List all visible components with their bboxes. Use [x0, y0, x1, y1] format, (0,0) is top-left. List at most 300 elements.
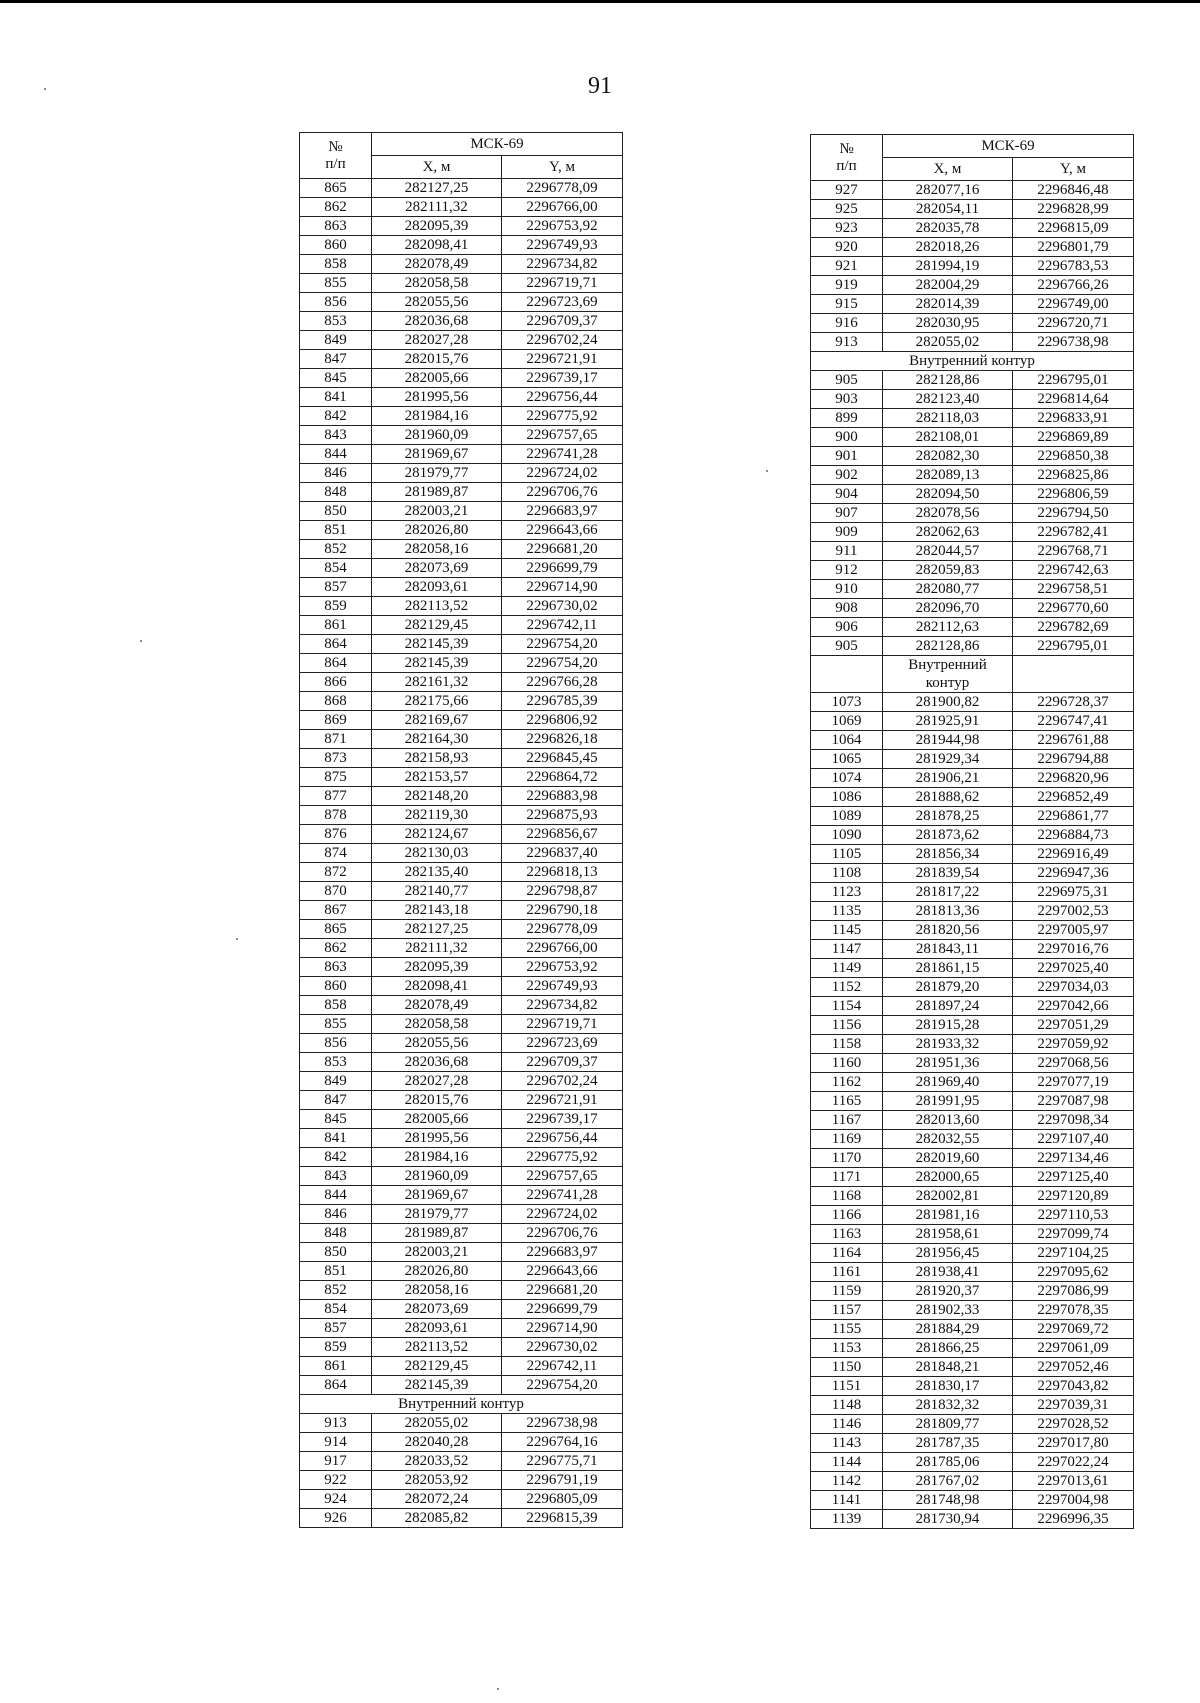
cell-x: 282058,16 — [372, 1281, 502, 1300]
cell-x: 282018,26 — [883, 238, 1013, 257]
cell-point-number: 1162 — [811, 1073, 883, 1092]
cell-x: 282015,76 — [372, 1091, 502, 1110]
cell-x: 282145,39 — [372, 654, 502, 673]
cell-x: 282073,69 — [372, 559, 502, 578]
header-coordinate-system: МСК-69 — [372, 133, 623, 156]
cell-point-number: 874 — [300, 844, 372, 863]
cell-point-number: 843 — [300, 1167, 372, 1186]
cell-x: 282093,61 — [372, 578, 502, 597]
cell-y: 2296815,39 — [502, 1509, 623, 1528]
contour-label-row — [811, 352, 1134, 371]
contour-label: Внутренний контур — [300, 1395, 623, 1414]
cell-point-number: 1150 — [811, 1358, 883, 1377]
table-row — [300, 711, 623, 730]
cell-point-number: 856 — [300, 1034, 372, 1053]
table-row — [300, 1034, 623, 1053]
scan-top-edge — [0, 0, 1200, 3]
cell-x: 282113,52 — [372, 1338, 502, 1357]
cell-y: 2296709,37 — [502, 312, 623, 331]
table-row — [811, 1453, 1134, 1472]
cell-point-number: 921 — [811, 257, 883, 276]
cell-x: 282143,18 — [372, 901, 502, 920]
cell-point-number: 844 — [300, 445, 372, 464]
header-y: Y, м — [1013, 158, 1134, 181]
cell-point-number: 877 — [300, 787, 372, 806]
cell-point-number: 849 — [300, 331, 372, 350]
cell-point-number: 859 — [300, 597, 372, 616]
cell-point-number: 864 — [300, 635, 372, 654]
cell-point-number: 1171 — [811, 1168, 883, 1187]
cell-y: 2296756,44 — [502, 1129, 623, 1148]
table-body — [811, 181, 1134, 1529]
table-row — [300, 407, 623, 426]
cell-point-number: 926 — [300, 1509, 372, 1528]
cell-point-number: 1165 — [811, 1092, 883, 1111]
cell-x: 281813,36 — [883, 902, 1013, 921]
cell-point-number: 1135 — [811, 902, 883, 921]
cell-x: 282078,56 — [883, 504, 1013, 523]
cell-y: 2296723,69 — [502, 1034, 623, 1053]
cell-y: 2296754,20 — [502, 1376, 623, 1395]
cell-point-number: 865 — [300, 920, 372, 939]
cell-y: 2297034,03 — [1013, 978, 1134, 997]
cell-x: 282112,63 — [883, 618, 1013, 637]
table-row — [300, 521, 623, 540]
cell-y: 2297078,35 — [1013, 1301, 1134, 1320]
header-x: X, м — [883, 158, 1013, 181]
cell-x: 282078,49 — [372, 996, 502, 1015]
cell-point-number: 854 — [300, 559, 372, 578]
scan-speck — [766, 470, 768, 472]
cell-point-number: 1153 — [811, 1339, 883, 1358]
cell-point-number: 852 — [300, 1281, 372, 1300]
cell-x: 282118,03 — [883, 409, 1013, 428]
cell-point-number: 914 — [300, 1433, 372, 1452]
cell-y: 2296699,79 — [502, 1300, 623, 1319]
cell-x: 281730,94 — [883, 1510, 1013, 1529]
cell-x: 281920,37 — [883, 1282, 1013, 1301]
cell-point-number: 919 — [811, 276, 883, 295]
cell-x: 282129,45 — [372, 1357, 502, 1376]
cell-y: 2296783,53 — [1013, 257, 1134, 276]
table-row — [300, 977, 623, 996]
table-row — [300, 388, 623, 407]
cell-y: 2296766,28 — [502, 673, 623, 692]
cell-y: 2296782,41 — [1013, 523, 1134, 542]
cell-point-number: 858 — [300, 255, 372, 274]
cell-y: 2296795,01 — [1013, 637, 1134, 656]
cell-x: 281984,16 — [372, 407, 502, 426]
cell-point-number: 865 — [300, 179, 372, 198]
cell-y: 2297086,99 — [1013, 1282, 1134, 1301]
cell-x: 282058,58 — [372, 1015, 502, 1034]
cell-point-number: 851 — [300, 521, 372, 540]
table-row — [300, 939, 623, 958]
cell-x: 282111,32 — [372, 939, 502, 958]
cell-y: 2296738,98 — [1013, 333, 1134, 352]
cell-point-number: 1149 — [811, 959, 883, 978]
cell-x: 282059,83 — [883, 561, 1013, 580]
cell-point-number: 1169 — [811, 1130, 883, 1149]
cell-y: 2297069,72 — [1013, 1320, 1134, 1339]
cell-point-number: 862 — [300, 939, 372, 958]
table-row — [300, 673, 623, 692]
cell-point-number: 917 — [300, 1452, 372, 1471]
cell-y: 2296754,20 — [502, 654, 623, 673]
cell-x: 282161,32 — [372, 673, 502, 692]
cell-point-number: 854 — [300, 1300, 372, 1319]
cell-x: 282062,63 — [883, 523, 1013, 542]
cell-y: 2296757,65 — [502, 426, 623, 445]
cell-x: 282135,40 — [372, 863, 502, 882]
table-row — [811, 1472, 1134, 1491]
table-row — [300, 255, 623, 274]
cell-y: 2296742,11 — [502, 616, 623, 635]
cell-x: 282158,93 — [372, 749, 502, 768]
cell-point-number: 856 — [300, 293, 372, 312]
cell-x: 281933,32 — [883, 1035, 1013, 1054]
cell-point-number: 1151 — [811, 1377, 883, 1396]
cell-x: 282129,45 — [372, 616, 502, 635]
cell-x: 281994,19 — [883, 257, 1013, 276]
cell-y: 2296757,65 — [502, 1167, 623, 1186]
cell-point-number: 842 — [300, 407, 372, 426]
table-row — [300, 179, 623, 198]
cell-point-number: 923 — [811, 219, 883, 238]
cell-y: 2296826,18 — [502, 730, 623, 749]
cell-x: 281856,34 — [883, 845, 1013, 864]
table-row — [811, 788, 1134, 807]
cell-y: 2296770,60 — [1013, 599, 1134, 618]
table-row — [300, 502, 623, 521]
cell-point-number: 905 — [811, 371, 883, 390]
cell-y: 2297059,92 — [1013, 1035, 1134, 1054]
cell-point-number: 1145 — [811, 921, 883, 940]
cell-x: 281866,25 — [883, 1339, 1013, 1358]
cell-point-number: 1073 — [811, 693, 883, 712]
table-row — [811, 1491, 1134, 1510]
cell-point-number: 1156 — [811, 1016, 883, 1035]
table-row — [300, 426, 623, 445]
table-row — [300, 1300, 623, 1319]
cell-x: 282123,40 — [883, 390, 1013, 409]
cell-x: 281979,77 — [372, 1205, 502, 1224]
cell-point-number: 903 — [811, 390, 883, 409]
cell-point-number: 1142 — [811, 1472, 883, 1491]
table-row — [300, 616, 623, 635]
table-row — [300, 1338, 623, 1357]
cell-y: 2296815,09 — [1013, 219, 1134, 238]
contour-label: Внутренний контур — [811, 352, 1134, 371]
cell-point-number: 1158 — [811, 1035, 883, 1054]
cell-x: 282130,03 — [372, 844, 502, 863]
cell-y: 2296852,49 — [1013, 788, 1134, 807]
cell-point-number: 912 — [811, 561, 883, 580]
cell-x: 282085,82 — [372, 1509, 502, 1528]
cell-point-number: 1155 — [811, 1320, 883, 1339]
cell-x: 282036,68 — [372, 1053, 502, 1072]
cell-point-number: 873 — [300, 749, 372, 768]
table-row — [811, 1510, 1134, 1529]
cell-y: 2296742,11 — [502, 1357, 623, 1376]
coordinates-table-left — [299, 132, 623, 1528]
table-row — [300, 1091, 623, 1110]
cell-point-number: 868 — [300, 692, 372, 711]
cell-x: 282095,39 — [372, 958, 502, 977]
cell-point-number: 1090 — [811, 826, 883, 845]
cell-point-number: 855 — [300, 1015, 372, 1034]
cell-x: 282108,01 — [883, 428, 1013, 447]
cell-y: 2296775,92 — [502, 1148, 623, 1167]
empty-cell — [1013, 656, 1134, 693]
table-row — [300, 236, 623, 255]
cell-point-number: 861 — [300, 616, 372, 635]
cell-x: 281873,62 — [883, 826, 1013, 845]
cell-point-number: 871 — [300, 730, 372, 749]
cell-y: 2296643,66 — [502, 521, 623, 540]
table-row — [300, 1110, 623, 1129]
cell-y: 2296749,93 — [502, 977, 623, 996]
cell-y: 2297013,61 — [1013, 1472, 1134, 1491]
table-row — [811, 200, 1134, 219]
cell-y: 2296845,45 — [502, 749, 623, 768]
table-row — [811, 257, 1134, 276]
cell-y: 2297022,24 — [1013, 1453, 1134, 1472]
cell-point-number: 907 — [811, 504, 883, 523]
cell-point-number: 862 — [300, 198, 372, 217]
cell-x: 282019,60 — [883, 1149, 1013, 1168]
header-coordinate-system: МСК-69 — [883, 135, 1134, 158]
cell-y: 2296702,24 — [502, 331, 623, 350]
cell-point-number: 1089 — [811, 807, 883, 826]
cell-y: 2296714,90 — [502, 1319, 623, 1338]
table-row — [300, 825, 623, 844]
cell-y: 2296850,38 — [1013, 447, 1134, 466]
cell-x: 282003,21 — [372, 502, 502, 521]
cell-point-number: 852 — [300, 540, 372, 559]
cell-point-number: 1105 — [811, 845, 883, 864]
table-row — [300, 844, 623, 863]
cell-x: 282030,95 — [883, 314, 1013, 333]
cell-x: 282153,57 — [372, 768, 502, 787]
cell-point-number: 846 — [300, 1205, 372, 1224]
cell-point-number: 1123 — [811, 883, 883, 902]
cell-y: 2296828,99 — [1013, 200, 1134, 219]
table-row — [300, 1262, 623, 1281]
cell-point-number: 1064 — [811, 731, 883, 750]
scan-speck — [140, 640, 142, 642]
cell-x: 282000,65 — [883, 1168, 1013, 1187]
cell-y: 2296883,98 — [502, 787, 623, 806]
cell-x: 282098,41 — [372, 977, 502, 996]
table-row — [300, 1319, 623, 1338]
cell-x: 281843,11 — [883, 940, 1013, 959]
cell-point-number: 1159 — [811, 1282, 883, 1301]
cell-point-number: 869 — [300, 711, 372, 730]
table-row — [300, 483, 623, 502]
cell-y: 2296721,91 — [502, 1091, 623, 1110]
cell-x: 282082,30 — [883, 447, 1013, 466]
cell-point-number: 847 — [300, 350, 372, 369]
cell-x: 281820,56 — [883, 921, 1013, 940]
table-row — [811, 523, 1134, 542]
table-row — [300, 331, 623, 350]
cell-x: 281925,91 — [883, 712, 1013, 731]
table-row — [811, 997, 1134, 1016]
table-row — [811, 238, 1134, 257]
table-row — [300, 806, 623, 825]
table-row — [811, 959, 1134, 978]
cell-x: 282175,66 — [372, 692, 502, 711]
table-row — [300, 958, 623, 977]
cell-x: 281944,98 — [883, 731, 1013, 750]
cell-point-number: 850 — [300, 502, 372, 521]
table-row — [811, 1263, 1134, 1282]
cell-y: 2297068,56 — [1013, 1054, 1134, 1073]
cell-y: 2297017,80 — [1013, 1434, 1134, 1453]
cell-y: 2297039,31 — [1013, 1396, 1134, 1415]
cell-point-number: 845 — [300, 1110, 372, 1129]
table-row — [300, 1281, 623, 1300]
cell-y: 2296875,93 — [502, 806, 623, 825]
cell-point-number: 863 — [300, 958, 372, 977]
table-row — [811, 1206, 1134, 1225]
table-row — [300, 1148, 623, 1167]
table-row — [811, 447, 1134, 466]
cell-x: 282014,39 — [883, 295, 1013, 314]
cell-point-number: 1141 — [811, 1491, 883, 1510]
table-row — [300, 293, 623, 312]
table-row — [811, 978, 1134, 997]
cell-y: 2297134,46 — [1013, 1149, 1134, 1168]
cell-y: 2296864,72 — [502, 768, 623, 787]
cell-y: 2296741,28 — [502, 1186, 623, 1205]
cell-y: 2296753,92 — [502, 217, 623, 236]
cell-y: 2296706,76 — [502, 1224, 623, 1243]
table-row — [300, 1186, 623, 1205]
cell-x: 281938,41 — [883, 1263, 1013, 1282]
cell-y: 2297120,89 — [1013, 1187, 1134, 1206]
cell-point-number: 842 — [300, 1148, 372, 1167]
cell-point-number: 866 — [300, 673, 372, 692]
cell-x: 282093,61 — [372, 1319, 502, 1338]
table-row — [811, 731, 1134, 750]
cell-y: 2297025,40 — [1013, 959, 1134, 978]
cell-x: 281915,28 — [883, 1016, 1013, 1035]
cell-point-number: 864 — [300, 1376, 372, 1395]
cell-y: 2297061,09 — [1013, 1339, 1134, 1358]
cell-y: 2296775,92 — [502, 407, 623, 426]
cell-point-number: 1143 — [811, 1434, 883, 1453]
cell-x: 282145,39 — [372, 635, 502, 654]
cell-point-number: 861 — [300, 1357, 372, 1376]
cell-y: 2296683,97 — [502, 1243, 623, 1262]
cell-x: 282044,57 — [883, 542, 1013, 561]
cell-x: 282089,13 — [883, 466, 1013, 485]
cell-y: 2296778,09 — [502, 920, 623, 939]
cell-y: 2297004,98 — [1013, 1491, 1134, 1510]
cell-y: 2296825,86 — [1013, 466, 1134, 485]
cell-point-number: 855 — [300, 274, 372, 293]
cell-x: 282140,77 — [372, 882, 502, 901]
table-row — [811, 485, 1134, 504]
cell-point-number: 911 — [811, 542, 883, 561]
table-row — [300, 863, 623, 882]
cell-point-number: 927 — [811, 181, 883, 200]
cell-y: 2297002,53 — [1013, 902, 1134, 921]
header-y: Y, м — [502, 156, 623, 179]
table-row — [300, 1357, 623, 1376]
table-row — [811, 845, 1134, 864]
cell-point-number: 1152 — [811, 978, 883, 997]
cell-point-number: 1108 — [811, 864, 883, 883]
cell-y: 2296856,67 — [502, 825, 623, 844]
cell-x: 282035,78 — [883, 219, 1013, 238]
table-row — [811, 1396, 1134, 1415]
table-row — [811, 1377, 1134, 1396]
table-row — [300, 730, 623, 749]
cell-x: 282027,28 — [372, 1072, 502, 1091]
cell-point-number: 902 — [811, 466, 883, 485]
cell-point-number: 867 — [300, 901, 372, 920]
cell-y: 2296681,20 — [502, 540, 623, 559]
table-row — [811, 1130, 1134, 1149]
table-row — [811, 1320, 1134, 1339]
cell-point-number: 1139 — [811, 1510, 883, 1529]
cell-x: 282033,52 — [372, 1452, 502, 1471]
cell-x: 281832,32 — [883, 1396, 1013, 1415]
cell-x: 282078,49 — [372, 255, 502, 274]
table-row — [811, 1225, 1134, 1244]
cell-y: 2296768,71 — [1013, 542, 1134, 561]
table-row — [300, 1205, 623, 1224]
cell-x: 281956,45 — [883, 1244, 1013, 1263]
cell-x: 282003,21 — [372, 1243, 502, 1262]
coordinates-table-right — [810, 134, 1134, 1529]
cell-x: 282127,25 — [372, 179, 502, 198]
cell-y: 2296758,51 — [1013, 580, 1134, 599]
cell-point-number: 915 — [811, 295, 883, 314]
cell-x: 281879,20 — [883, 978, 1013, 997]
cell-y: 2296996,35 — [1013, 1510, 1134, 1529]
cell-point-number: 870 — [300, 882, 372, 901]
table-row — [811, 1054, 1134, 1073]
cell-x: 282080,77 — [883, 580, 1013, 599]
cell-point-number: 1160 — [811, 1054, 883, 1073]
cell-y: 2296833,91 — [1013, 409, 1134, 428]
cell-x: 282128,86 — [883, 637, 1013, 656]
cell-point-number: 1148 — [811, 1396, 883, 1415]
cell-x: 282026,80 — [372, 1262, 502, 1281]
table-row — [300, 787, 623, 806]
table-row — [300, 274, 623, 293]
cell-x: 282005,66 — [372, 369, 502, 388]
cell-y: 2296738,98 — [502, 1414, 623, 1433]
cell-y: 2297099,74 — [1013, 1225, 1134, 1244]
cell-y: 2296709,37 — [502, 1053, 623, 1072]
scan-speck — [236, 938, 238, 940]
cell-x: 282026,80 — [372, 521, 502, 540]
cell-point-number: 841 — [300, 1129, 372, 1148]
cell-y: 2297107,40 — [1013, 1130, 1134, 1149]
table-row — [300, 198, 623, 217]
cell-x: 281787,35 — [883, 1434, 1013, 1453]
table-row — [811, 542, 1134, 561]
cell-point-number: 845 — [300, 369, 372, 388]
cell-x: 282164,30 — [372, 730, 502, 749]
cell-point-number: 901 — [811, 447, 883, 466]
cell-point-number: 857 — [300, 1319, 372, 1338]
